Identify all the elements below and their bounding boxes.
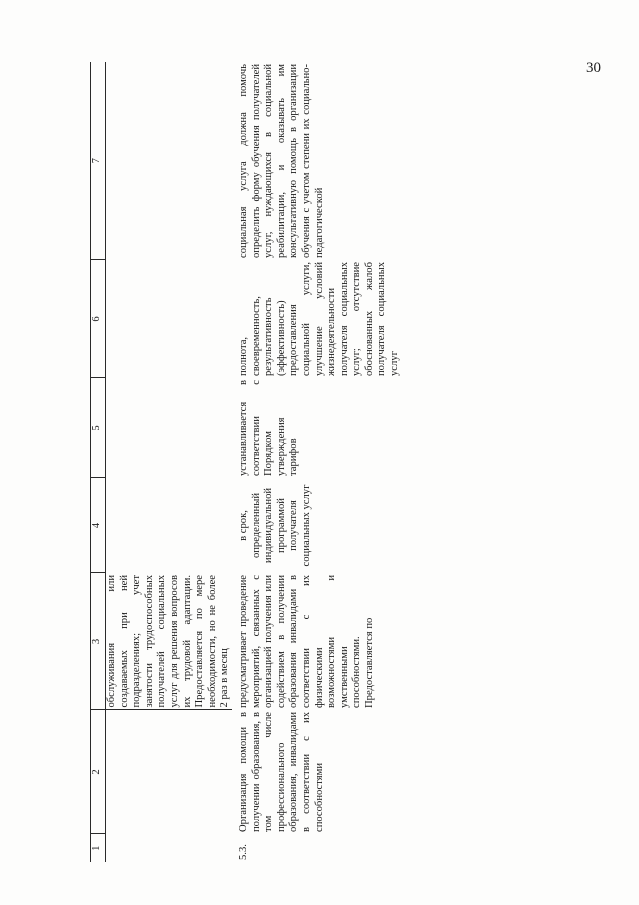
- quality-indicators: полнота, своевременность, результативность (эффективность) предоставления социальной услуги, улучшение условий жизнедеятельности получателя социальных услуг; отсутствие обоснованных жалоб получателя социальных услуг: [237, 262, 401, 376]
- header-col-5: 5: [91, 378, 106, 478]
- service-tariff: устанавливается в соответствии с Порядком утверждения тарифов: [237, 380, 300, 476]
- header-col-4: 4: [91, 478, 106, 573]
- page-number: 30: [586, 60, 601, 76]
- service-conditions: социальная услуга должна помочь определить форму обучения получателей услуг, нуждающихся в социальной реабилитации, и оказывать им консультативную помощь в организации обучения с учетом степени их социально-педагогической: [237, 64, 325, 258]
- header-col-7: 7: [91, 62, 106, 260]
- table-row-carryover: [106, 62, 232, 862]
- header-col-1: 1: [91, 834, 106, 862]
- table-header-row: [91, 62, 106, 862]
- carryover-description: обслуживания или создаваемых при ней подразделениях; учет занятости трудоспособных получателей социальных услуг для решения вопросов их трудовой адаптации. Предоставляется по мере необходимости, но не более 2 раз в месяц: [106, 573, 232, 710]
- header-col-2: 2: [91, 710, 106, 834]
- services-table: [90, 62, 402, 862]
- service-description: предусматривает проведение мероприятий, связанных с организацией получения или содействием в получении образования инвалидами в соответствии с их физическими возможностями и умственными способностями. Предоставляется по: [237, 575, 375, 708]
- service-term: в срок, определенный индивидуальной программой получателя социальных услуг: [237, 484, 312, 567]
- row-number: 5.3.: [237, 844, 249, 860]
- table-row: [238, 62, 402, 862]
- header-col-3: 3: [91, 573, 106, 710]
- header-col-6: 6: [91, 260, 106, 378]
- service-name: Организация помощи в получении образования, в том числе профессионального образования, инвалидами в соответствии с их способностями: [237, 712, 325, 832]
- rotated-table-wrapper: [90, 62, 600, 862]
